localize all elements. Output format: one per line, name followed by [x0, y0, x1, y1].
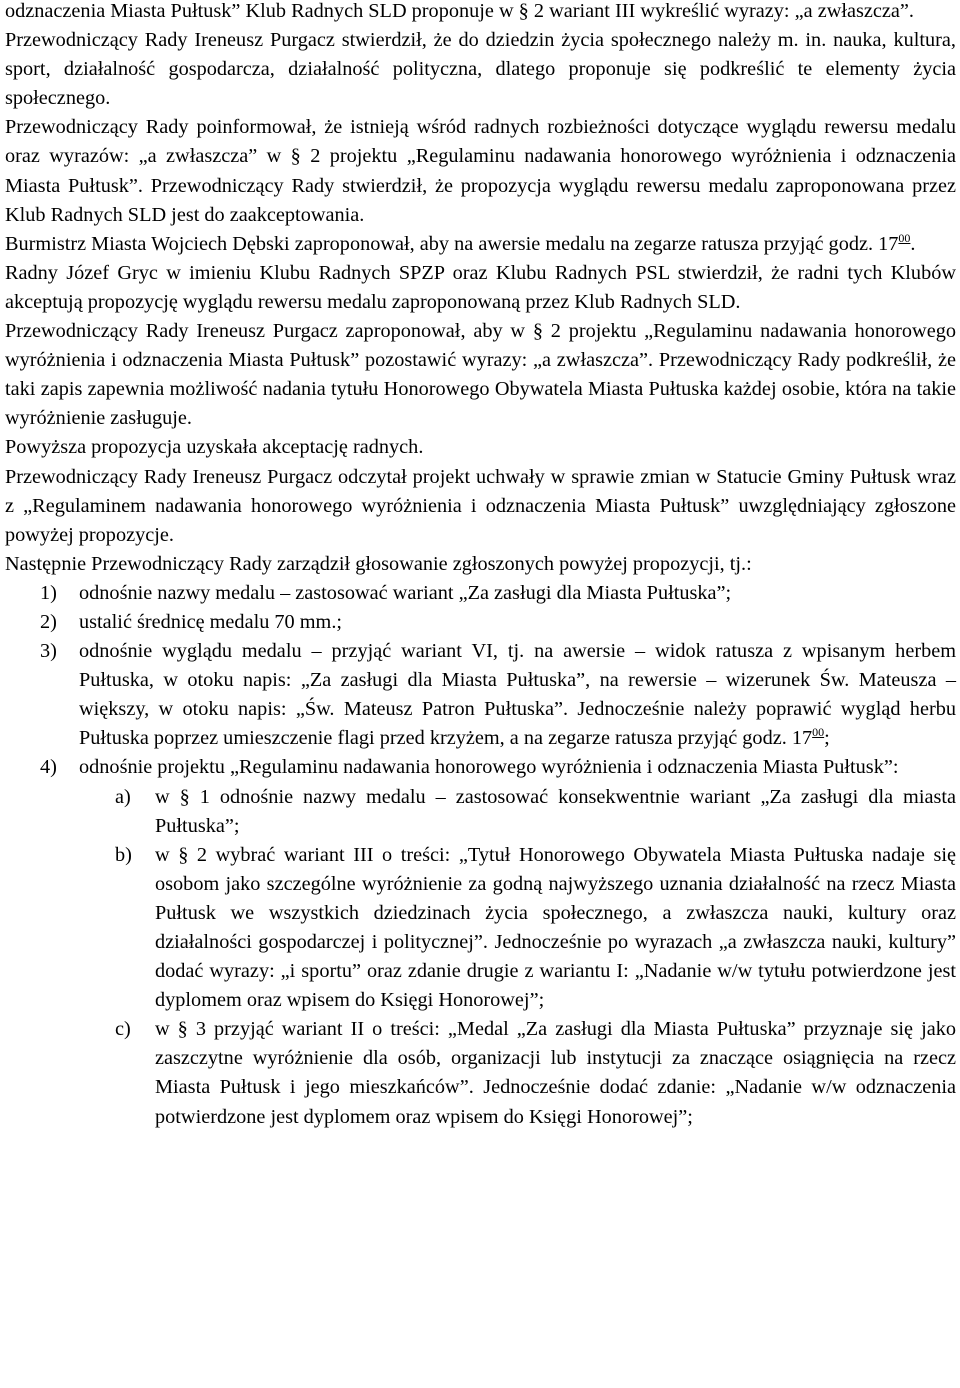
sublist-letter: a) [115, 785, 131, 808]
sublist-item [5, 1015, 956, 1131]
list-text-body: odnośnie wyglądu medalu – przyjąć wariant VI, tj. na awersie – widok ratusza z wpisanym herbem Pułtuska, w otoku napis: „Za zasługi dla Miasta Pułtuska”, na rewersie – wizerunek Św. Mateusza – większy, w otoku napis: „Św. Mateusz Patron Pułtuska”. Jednocześnie należy poprawić wygląd herbu Pułtuska poprzez umieszczenie flagi przed krzyżem, a na zegarze ratusza przyjąć godz. 17 [79, 640, 956, 750]
paragraph-burmistrz [5, 230, 956, 259]
paragraph: Przewodniczący Rady Ireneusz Purgacz odczytał projekt uchwały w sprawie zmian w Statucie Gminy Pułtusk wraz z „Regulaminem nadawania honorowego wyróżnienia i odznaczenia Miasta Pułtusk” uwzględniający zgłoszone powyżej propozycje. [5, 465, 956, 546]
sublist-text: w § 1 odnośnie nazwy medalu – zastosować konsekwentnie wariant „Za zasługi dla miasta Pułtuska”; [155, 785, 956, 837]
list-item [5, 579, 956, 608]
numbered-list [5, 579, 956, 783]
list-text [79, 637, 956, 753]
paragraph: Powyższa propozycja uzyskała akceptację radnych. [5, 436, 424, 459]
list-item [5, 753, 956, 782]
sublist-letter: b) [115, 843, 132, 866]
superscript: 00 [898, 230, 911, 245]
list-number: 3) [40, 640, 57, 663]
paragraph-end: . [910, 232, 916, 255]
list-text: odnośnie nazwy medalu – zastosować wariant „Za zasługi dla Miasta Pułtuska”; [79, 581, 732, 604]
paragraph: Przewodniczący Rady poinformował, że istnieją wśród radnych rozbieżności dotyczące wyglądu rewersu medalu oraz wyrazów: „a zwłaszcza” w § 2 projektu „Regulaminu nadawania honorowego wyróżnienia i odznaczenia Miasta Pułtusk”. Przewodniczący Rady stwierdził, że propozycja wyglądu rewersu medalu zaproponowana przez Klub Radnych SLD jest do zaakceptowania. [5, 116, 956, 226]
list-number: 2) [40, 610, 57, 633]
list-item [5, 608, 956, 637]
sublist-item [5, 841, 956, 1016]
list-text: odnośnie projektu „Regulaminu nadawania honorowego wyróżnienia i odznaczenia Miasta Pułtusk”: [79, 756, 899, 779]
list-text-end: ; [824, 727, 830, 750]
paragraph-text: Burmistrz Miasta Wojciech Dębski zaproponował, aby na awersie medalu na zegarze ratusza przyjąć godz. 17 [5, 232, 899, 255]
paragraph: Przewodniczący Rady Ireneusz Purgacz zaproponował, aby w § 2 projektu „Regulaminu nadawania honorowego wyróżnienia i odznaczenia Miasta Pułtusk” pozostawić wyrazy: „a zwłaszcza”. Przewodniczący Rady podkreślił, że taki zapis zapewnia możliwość nadania tytułu Honorowego Obywatela Miasta Pułtuska każdej osobie, która na takie wyróżnienie zasługuje. [5, 320, 956, 430]
list-number: 4) [40, 756, 57, 779]
superscript: 00 [812, 725, 825, 740]
sublist-item [5, 783, 956, 841]
paragraph: odznaczenia Miasta Pułtusk” Klub Radnych SLD proponuje w § 2 wariant III wykreślić wyrazy: „a zwłaszcza”. [5, 0, 914, 22]
list-text: ustalić średnicę medalu 70 mm.; [79, 610, 343, 633]
paragraph: Następnie Przewodniczący Rady zarządził głosowanie zgłoszonych powyżej propozycji, tj.: [5, 552, 752, 575]
list-item [5, 637, 956, 753]
paragraph: Radny Józef Gryc w imieniu Klubu Radnych SPZP oraz Klubu Radnych PSL stwierdził, że radni tych Klubów akceptują propozycję wyglądu rewersu medalu zaproponowaną przez Klub Radnych SLD. [5, 261, 956, 313]
sublist-text: w § 3 przyjąć wariant II o treści: „Medal „Za zasługi dla Miasta Pułtuska” przyznaje się jako zaszczytne wyróżnienie dla osób, organizacji lub instytucji za znaczące osiągnięcia na rzecz Miasta Pułtusk i jego mieszkańców”. Jednocześnie dodać zdanie: „Nadanie w/w odznaczenia potwierdzone jest dyplomem oraz wpisem do Księgi Honorowej”; [155, 1018, 956, 1128]
sublist-text: w § 2 wybrać wariant III o treści: „Tytuł Honorowego Obywatela Miasta Pułtuska nadaje się osobom jako szczególne wyróżnienie za godną najwyższego uznania działalność na rzecz Miasta Pułtusk we wszystkich dziedzinach życia społecznego, a zwłaszcza nauki, kultury oraz działalności gospodarczej i politycznej”. Jednocześnie po wyrazach „a zwłaszcza nauki, kultury” dodać wyrazy: „i sportu” oraz zdanie drugie z wariantu I: „Nadanie w/w tytułu potwierdzone jest dyplomem oraz wpisem do Księgi Honorowej”; [155, 843, 956, 1012]
lettered-sublist [5, 783, 956, 1132]
list-number: 1) [40, 581, 57, 604]
document-page [5, 0, 956, 1132]
sublist-letter: c) [115, 1018, 131, 1041]
paragraph: Przewodniczący Rady Ireneusz Purgacz stwierdził, że do dziedzin życia społecznego należy m. in. nauka, kultura, sport, działalność gospodarcza, działalność polityczna, dlatego proponuje się podkreślić te elementy życia społecznego. [5, 29, 956, 110]
